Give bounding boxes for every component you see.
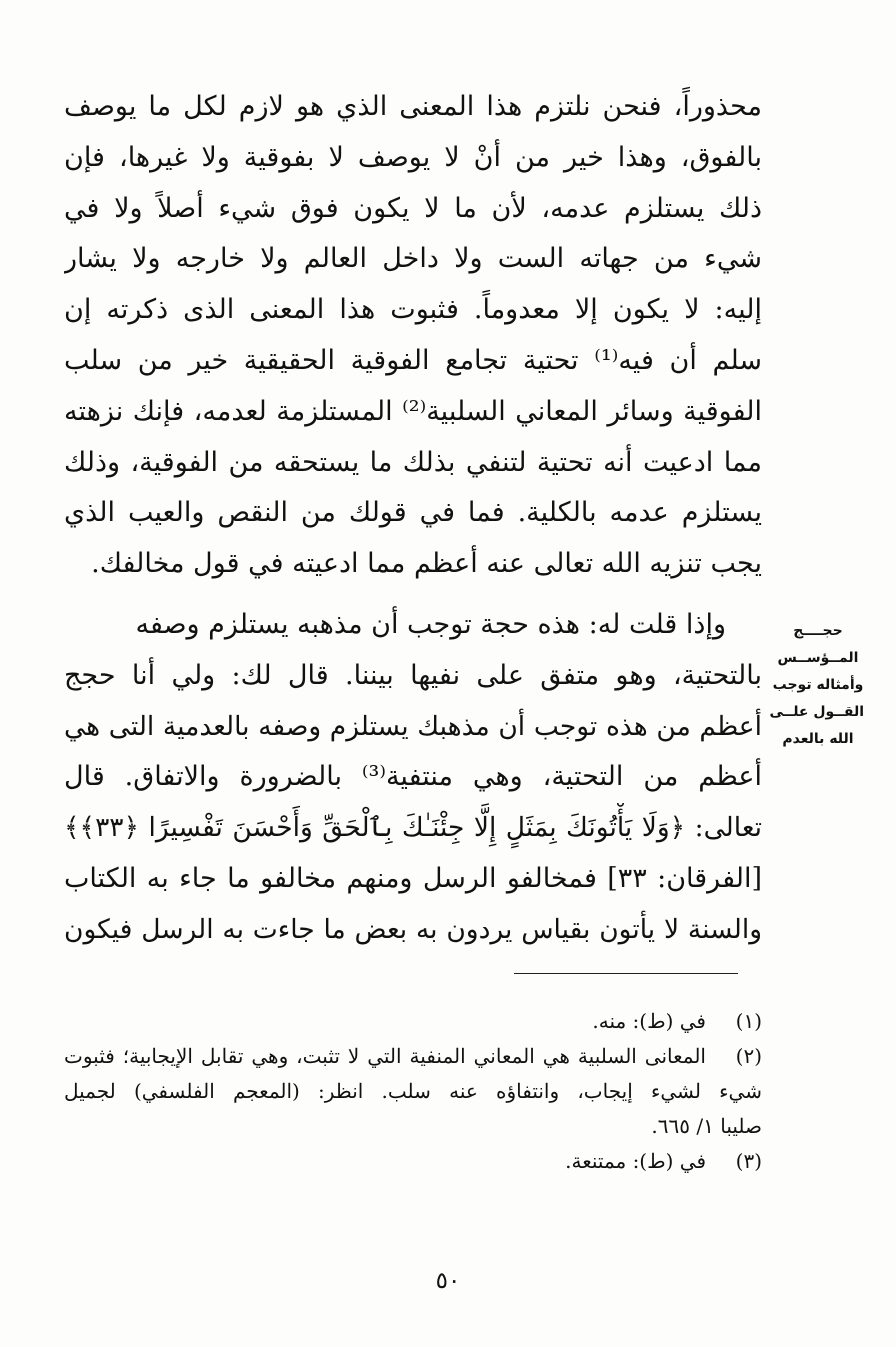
footnote-text: صليبا ١/ ٦٦٥.	[651, 1114, 762, 1138]
text-line: محذوراً، فنحن نلتزم هذا المعنى الذي هو لازم لكل ما يوصف	[64, 91, 762, 122]
text-line: يستلزم عدمه بالكلية. فما في قولك من النقص والعيب الذي	[64, 497, 762, 529]
page-number: ٥٠	[435, 1268, 461, 1294]
footnote-2-cont	[64, 1074, 762, 1144]
quran-verse-line: تعالى: ﴿وَلَا يَأْتُونَكَ بِمَثَلٍ إِلَّا جِئْنَـٰكَ بِٱلْحَقِّ وَأَحْسَنَ تَفْسِيرًا ﴿٣٣﴾﴾	[64, 812, 762, 844]
footnote-text: المعانى السلبية هي المعاني المنفية التي لا تثبت، وهي تقابل الإيجابية؛ فثبوت	[64, 1044, 706, 1068]
footnotes	[64, 1004, 762, 1179]
footnote-separator	[514, 973, 738, 974]
footnote-2	[64, 1039, 762, 1074]
text-line: شيء من جهاته الست ولا داخل العالم ولا خارجه ولا يشار	[64, 243, 762, 275]
margin-note-line: المــؤســس	[777, 650, 859, 666]
text-line: بالفوق، وهذا خير من أنْ لا يوصف لا بفوقية ولا غيرها، فإن	[64, 141, 762, 173]
footnote-text: في (ط): ممتنعة.	[565, 1149, 706, 1173]
footnote-1	[64, 1004, 762, 1039]
margin-note-line: القــول علــى	[769, 704, 864, 720]
paragraph-2	[64, 600, 762, 956]
margin-note	[769, 618, 864, 753]
footnote-text: شيء لشيء إيجاب، وانتفاؤه عنه سلب. انظر: (المعجم الفلسفي) لجميل	[64, 1079, 762, 1103]
main-text	[64, 82, 762, 956]
footnote-text: في (ط): منه.	[592, 1009, 706, 1033]
footnote-number: (٣)	[735, 1149, 762, 1173]
margin-note-line: الله بالعدم	[782, 731, 854, 747]
footnote-number: (١)	[735, 1009, 762, 1033]
text-line: أعظم من التحتية، وهي منتفية⁽³⁾ بالضرورة والاتفاق. قال	[64, 761, 762, 793]
text-line: وإذا قلت له: هذه حجة توجب أن مذهبه يستلزم وصفه	[135, 608, 726, 640]
text-line: الفوقية وسائر المعاني السلبية⁽²⁾ المستلزمة لعدمه، فإنك نزهته	[64, 395, 762, 427]
margin-note-line: حجــــج	[793, 623, 843, 639]
paragraph-1	[64, 82, 762, 590]
margin-note-line: وأمثاله توجب	[772, 677, 864, 693]
text-line: بالتحتية، وهو متفق على نفيها بيننا. قال لك: ولي أنا حجج	[64, 659, 762, 691]
text-line: سلم أن فيه⁽¹⁾ تحتية تجامع الفوقية الحقيقية خير من سلب	[64, 344, 762, 376]
footnote-3	[64, 1144, 762, 1179]
text-line: يجب تنزيه الله تعالى عنه أعظم مما ادعيته في قول مخالفك.	[91, 548, 762, 580]
text-line: مما ادعيت أنه تحتية لتنفي بذلك ما يستحقه من الفوقية، وذلك	[64, 446, 762, 478]
footnote-number: (٢)	[735, 1044, 762, 1068]
text-line: والسنة لا يأتون بقياس يردون به بعض ما جاءت به الرسل فيكون	[64, 913, 762, 945]
text-line: إليه: لا يكون إلا معدوماً. فثبوت هذا المعنى الذى ذكرته إن	[64, 294, 762, 326]
text-line: أعظم من هذه توجب أن مذهبك يستلزم وصفه بالعدمية التى هي	[64, 710, 762, 742]
text-line: ذلك يستلزم عدمه، لأن ما لا يكون فوق شيء أصلاً ولا في	[64, 192, 762, 224]
text-line: [الفرقان: ٣٣] فمخالفو الرسل ومنهم مخالفو ما جاء به الكتاب	[64, 862, 762, 894]
